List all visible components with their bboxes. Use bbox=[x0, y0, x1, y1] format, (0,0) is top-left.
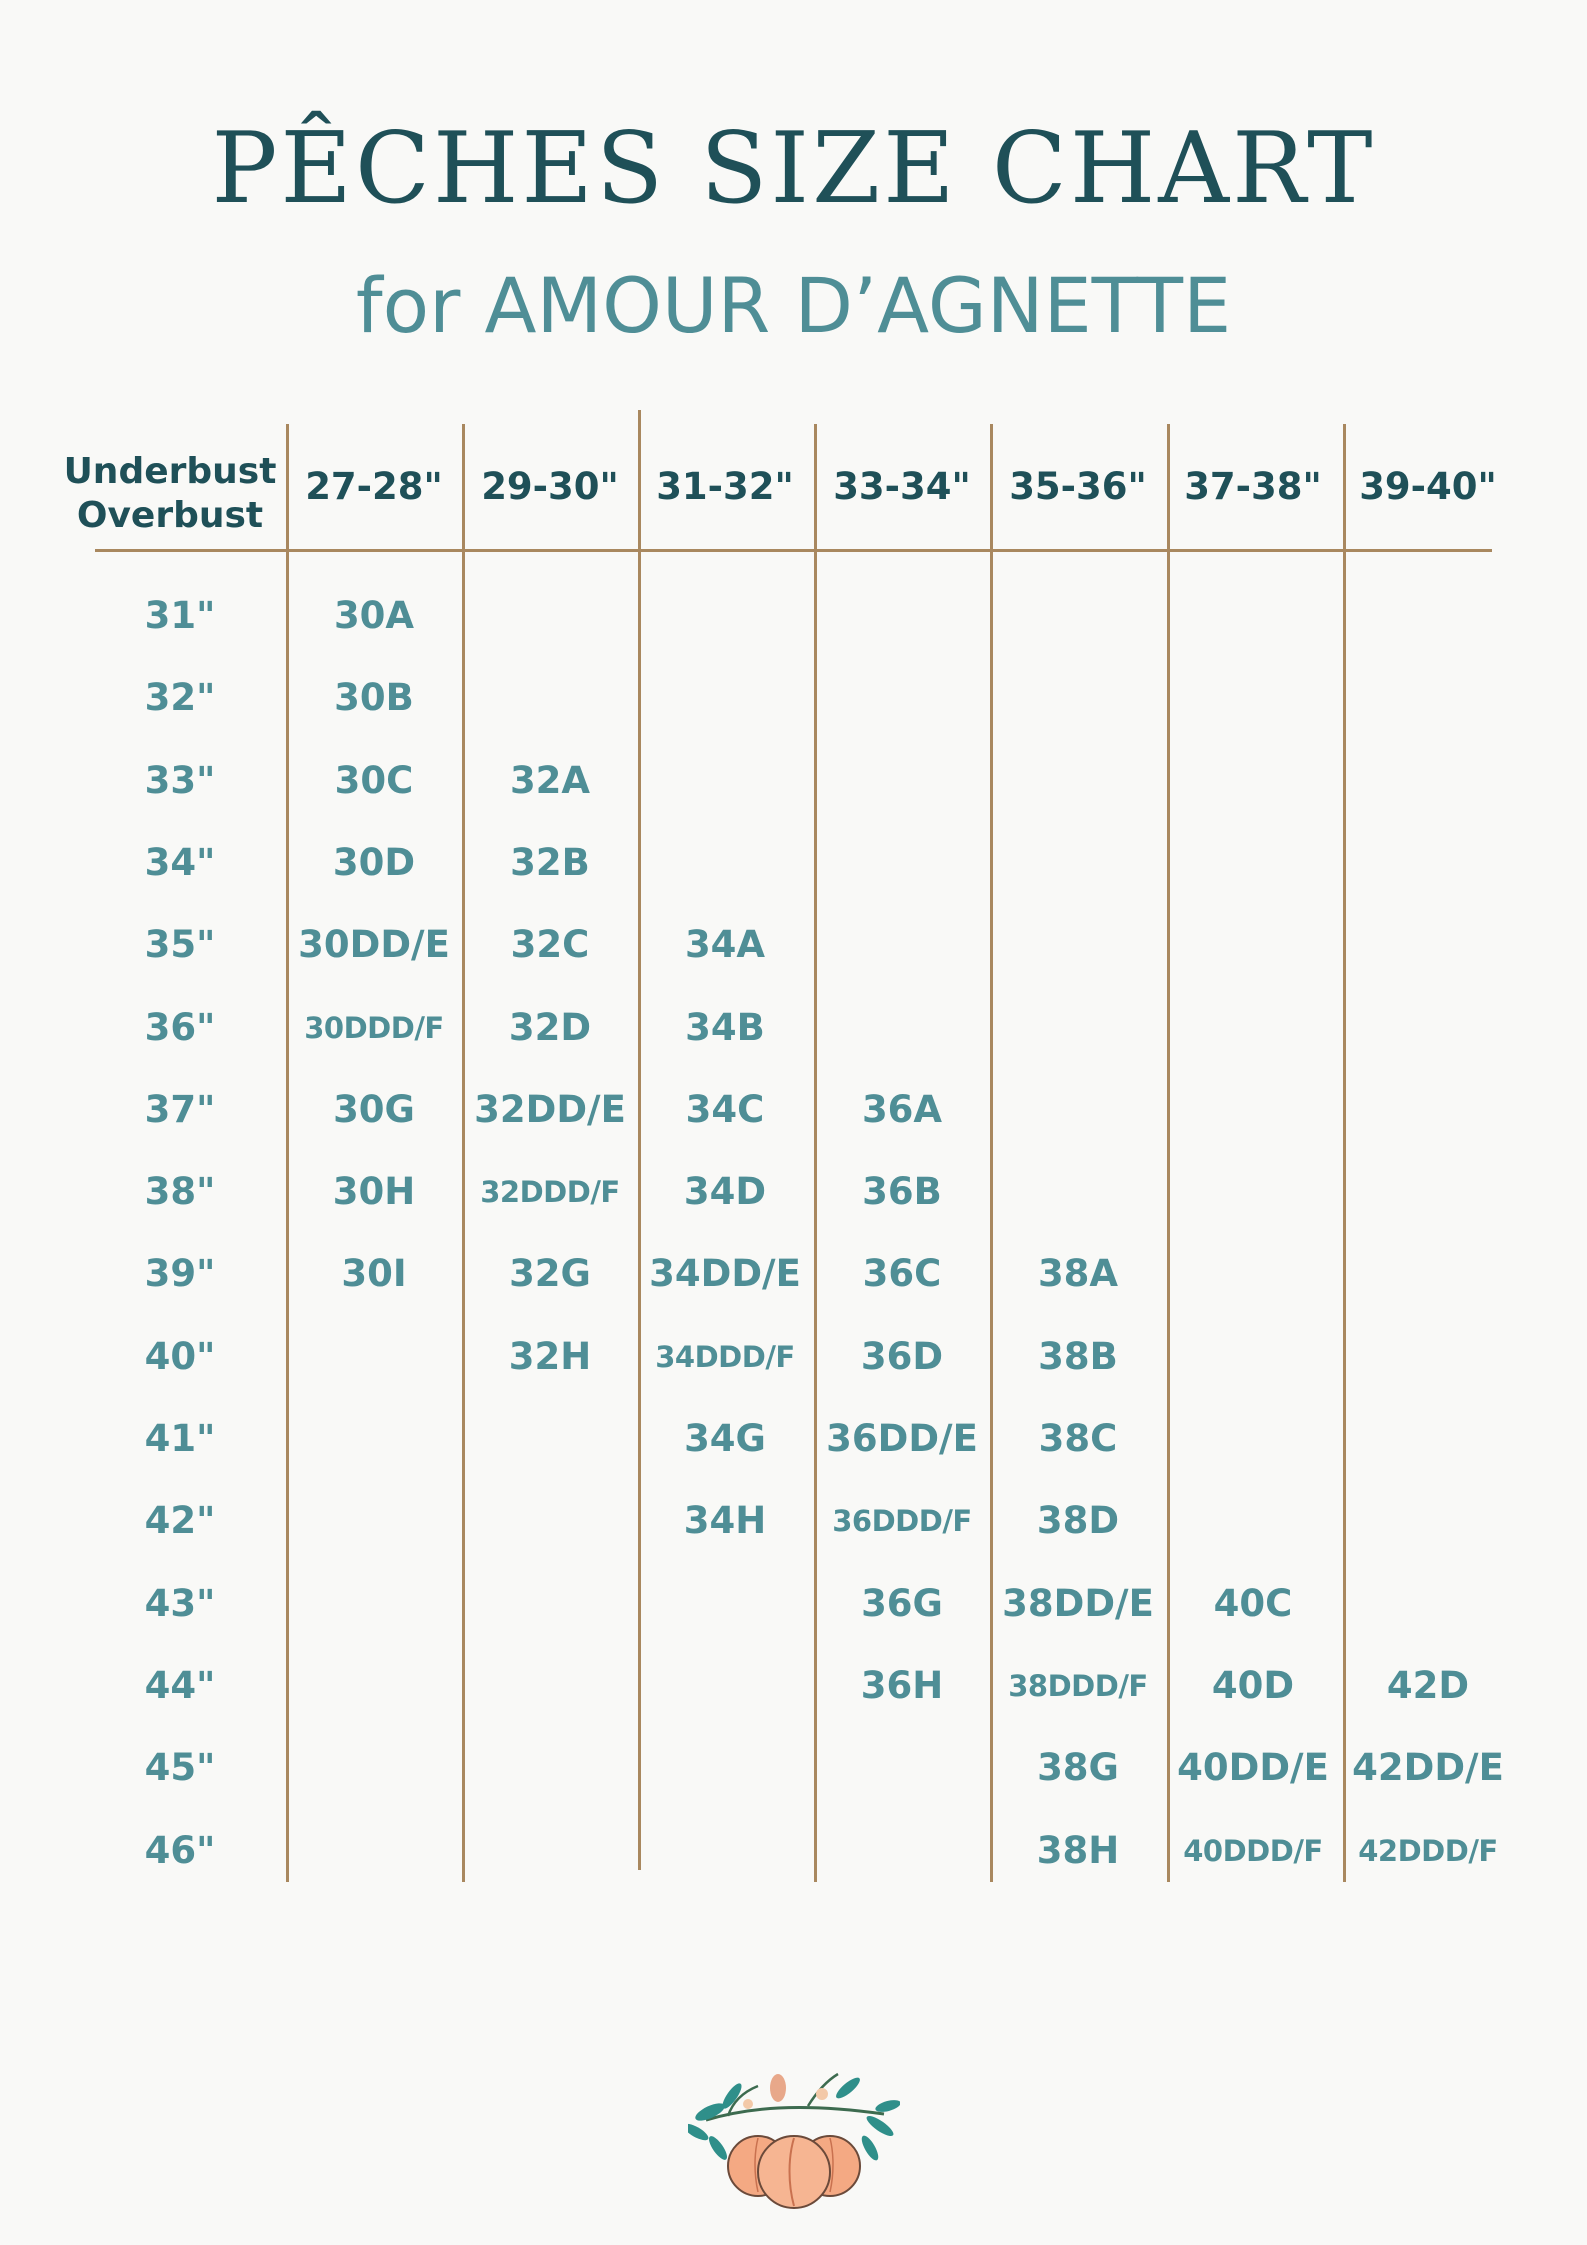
row-label: 36" bbox=[144, 1005, 216, 1049]
size-cell: 32A bbox=[509, 758, 591, 802]
corner-header bbox=[50, 450, 290, 538]
size-cell: 30B bbox=[334, 676, 414, 720]
row-label: 33" bbox=[144, 758, 216, 802]
row-label: 40" bbox=[144, 1334, 216, 1378]
column-header: 39-40" bbox=[1359, 465, 1497, 508]
size-cell: 34DD/E bbox=[649, 1252, 801, 1296]
size-cell: 30A bbox=[333, 594, 415, 637]
size-cell: 36G bbox=[861, 1581, 943, 1625]
size-cell: 36H bbox=[860, 1663, 944, 1707]
size-cell: 40DDD/F bbox=[1183, 1833, 1323, 1868]
row-label: 42" bbox=[144, 1499, 216, 1543]
row-label: 34" bbox=[144, 840, 216, 884]
row-label: 44" bbox=[144, 1663, 216, 1707]
size-cell: 30H bbox=[332, 1170, 416, 1214]
size-cell: 30DD/E bbox=[298, 923, 450, 967]
size-cell: 40C bbox=[1213, 1581, 1293, 1625]
column-divider bbox=[462, 424, 465, 1882]
page-subtitle: for AMOUR D’AGNETTE bbox=[355, 261, 1232, 350]
size-cell: 34C bbox=[685, 1087, 765, 1131]
size-cell: 34H bbox=[683, 1499, 767, 1543]
size-cell: 36DD/E bbox=[826, 1417, 978, 1460]
size-cell: 34A bbox=[684, 923, 766, 967]
size-cell: 36D bbox=[860, 1334, 944, 1378]
column-header: 35-36" bbox=[1009, 465, 1147, 508]
underbust-label: Underbust bbox=[63, 451, 277, 492]
size-cell: 38H bbox=[1036, 1828, 1120, 1872]
column-divider bbox=[638, 410, 641, 1870]
size-cell: 42D bbox=[1386, 1663, 1470, 1707]
size-cell: 38A bbox=[1037, 1252, 1119, 1296]
size-cell: 32B bbox=[510, 840, 590, 884]
size-cell: 38D bbox=[1036, 1499, 1120, 1543]
row-label: 32" bbox=[144, 676, 216, 720]
size-cell: 30G bbox=[333, 1087, 415, 1131]
size-cell: 32D bbox=[508, 1005, 592, 1049]
size-cell: 34DDD/F bbox=[655, 1339, 795, 1374]
row-label: 41" bbox=[144, 1417, 216, 1460]
row-label: 37" bbox=[144, 1087, 216, 1131]
size-cell: 38DDD/F bbox=[1008, 1668, 1148, 1703]
size-cell: 34G bbox=[684, 1417, 766, 1460]
size-cell: 30DDD/F bbox=[304, 1010, 444, 1045]
size-cell: 38B bbox=[1038, 1334, 1118, 1378]
size-cell: 30C bbox=[334, 758, 414, 802]
column-divider bbox=[990, 424, 993, 1882]
row-label: 43" bbox=[144, 1581, 216, 1625]
size-cell: 36DDD/F bbox=[832, 1504, 972, 1539]
size-cell: 32C bbox=[510, 923, 590, 967]
column-header: 29-30" bbox=[481, 465, 619, 508]
size-cell: 38C bbox=[1038, 1417, 1118, 1460]
size-cell: 40DD/E bbox=[1177, 1746, 1329, 1790]
size-cell: 32G bbox=[509, 1252, 591, 1296]
column-header: 37-38" bbox=[1184, 465, 1322, 508]
size-cell: 32H bbox=[508, 1334, 592, 1378]
size-cell: 38G bbox=[1037, 1746, 1119, 1790]
row-label: 39" bbox=[144, 1252, 216, 1296]
column-divider bbox=[286, 424, 289, 1882]
overbust-label: Overbust bbox=[76, 495, 264, 536]
size-cell: 38DD/E bbox=[1002, 1581, 1154, 1625]
row-label: 31" bbox=[144, 594, 216, 637]
row-label: 45" bbox=[144, 1746, 216, 1790]
size-cell: 42DD/E bbox=[1352, 1746, 1504, 1790]
size-cell: 32DDD/F bbox=[480, 1175, 620, 1210]
size-cell: 40D bbox=[1211, 1663, 1295, 1707]
size-cell: 30I bbox=[341, 1252, 407, 1296]
peach-branch-logo bbox=[688, 2068, 900, 2218]
size-cell: 36A bbox=[861, 1087, 943, 1131]
column-header: 31-32" bbox=[656, 465, 794, 508]
header-divider bbox=[95, 549, 1492, 552]
page-title: PÊCHES SIZE CHART bbox=[211, 112, 1376, 226]
row-label: 46" bbox=[144, 1828, 216, 1872]
column-header: 33-34" bbox=[833, 465, 971, 508]
size-cell: 32DD/E bbox=[474, 1087, 626, 1131]
row-label: 35" bbox=[144, 923, 216, 967]
row-label: 38" bbox=[144, 1170, 216, 1214]
size-cell: 34D bbox=[683, 1170, 767, 1214]
size-cell: 42DDD/F bbox=[1358, 1833, 1498, 1868]
size-cell: 36B bbox=[862, 1170, 942, 1214]
size-cell: 36C bbox=[862, 1252, 942, 1296]
size-cell: 34B bbox=[685, 1005, 765, 1049]
size-cell: 30D bbox=[332, 840, 416, 884]
column-header: 27-28" bbox=[305, 465, 443, 508]
